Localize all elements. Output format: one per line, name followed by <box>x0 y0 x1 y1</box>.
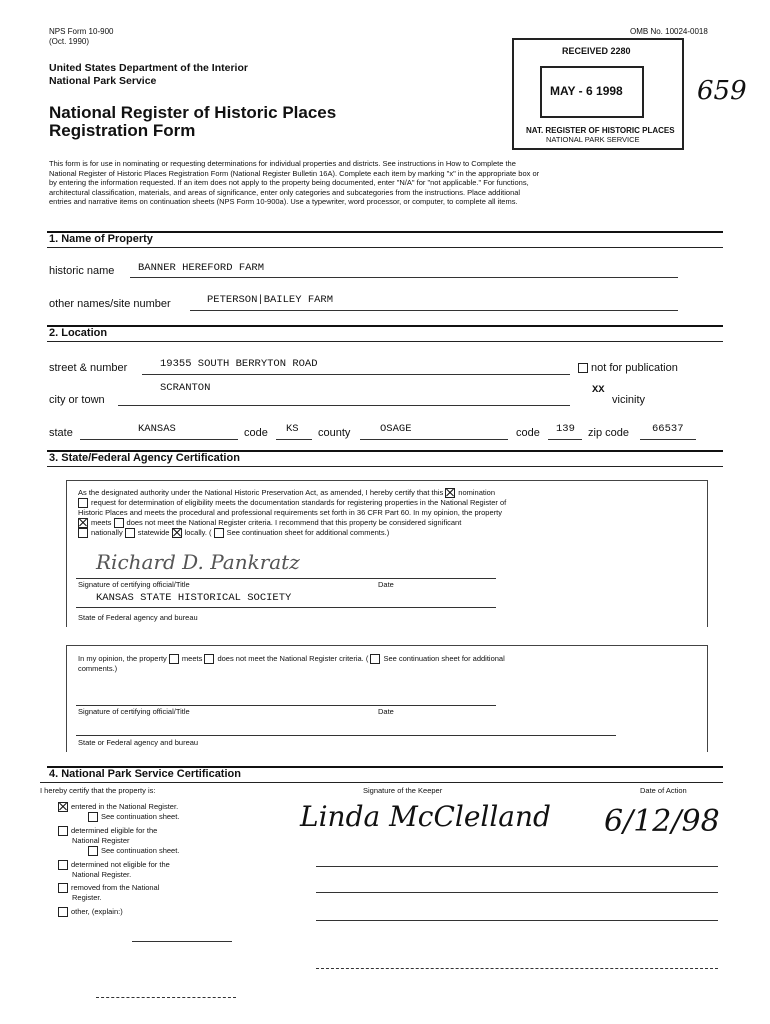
opinion-text <box>78 654 698 674</box>
keeper-line <box>316 892 718 893</box>
historic-name-label: historic name <box>49 265 115 277</box>
keeper-intro: I hereby certify that the property is: <box>40 786 156 795</box>
option-label: See continuation sheet. <box>101 845 180 855</box>
certification-text <box>78 488 698 538</box>
signature2-label: Signature of certifying official/Title <box>78 707 190 716</box>
cert-line: Historic Places and meets the procedural and professional requirements set forth in 36 CFR Part 60. In my opinion, the property <box>78 508 502 518</box>
instruction-line: entries and narrative items on continuation sheets (NPS Form 10-900a). Use a typewriter, word processor, or computer, to complete all items. <box>49 197 518 206</box>
cert-line: locally. ( <box>184 527 212 537</box>
field-line <box>190 310 678 311</box>
stamp-line1: NAT. REGISTER OF HISTORIC PLACES <box>526 126 675 135</box>
stamp-received: RECEIVED 2280 <box>562 46 631 56</box>
keeper-label: Signature of the Keeper <box>363 786 443 795</box>
cert-line: nationally <box>91 527 123 537</box>
agency-line <box>76 735 616 736</box>
signature-line <box>76 578 496 579</box>
cert-line: See continuation sheet for additional comments.) <box>226 527 390 537</box>
cert-line: As the designated authority under the National Historic Preservation Act, as amended, I hereby certify that this <box>78 488 444 497</box>
divider <box>47 341 723 342</box>
street-label: street & number <box>49 362 128 374</box>
date2-label: Date <box>378 707 394 716</box>
section4-title: 4. National Park Service Certification <box>49 768 241 780</box>
county-label: county <box>318 427 351 439</box>
zip-value[interactable]: 66537 <box>652 423 684 435</box>
keeper-signature: Linda McClelland <box>300 800 551 833</box>
agency-line <box>76 607 496 608</box>
city-value[interactable]: SCRANTON <box>160 382 211 394</box>
field-line <box>548 439 582 440</box>
form-title-line1: National Register of Historic Places <box>49 103 337 122</box>
zip-label: zip code <box>588 427 629 439</box>
stamp-date: MAY - 6 1998 <box>550 84 623 98</box>
divider <box>47 247 723 248</box>
opinion-not-meet-checkbox[interactable] <box>204 654 214 664</box>
not-for-publication-label: not for publication <box>591 362 678 374</box>
divider <box>47 466 723 467</box>
signature-line <box>76 705 496 706</box>
option-label: Register. <box>72 893 102 903</box>
eligible-continuation-checkbox[interactable] <box>88 846 98 856</box>
stamp-inner-box <box>540 66 644 118</box>
field-line <box>360 439 508 440</box>
keeper-line <box>316 920 718 921</box>
does-not-meet-checkbox[interactable] <box>114 518 124 528</box>
option-label: entered in the National Register. <box>71 802 179 811</box>
opinion-line: does not meet the National Register criteria. ( <box>217 654 369 663</box>
nps-options <box>58 802 248 917</box>
received-stamp <box>512 38 684 150</box>
handwritten-number: 659 <box>697 76 747 106</box>
street-value[interactable]: 19355 SOUTH BERRYTON ROAD <box>160 358 318 370</box>
option-label: National Register <box>72 836 130 846</box>
option-label: National Register. <box>72 869 132 879</box>
service-name: National Park Service <box>49 75 157 87</box>
cert-line: request for determination of eligibility meets the documentation standards for registering properties in the National Register of <box>91 498 507 508</box>
cert-line: nomination <box>458 488 495 497</box>
request-checkbox[interactable] <box>78 498 88 508</box>
keeper-line <box>316 866 718 867</box>
cert-line: does not meet the National Register criteria. I recommend that this property be considered significant <box>126 517 462 527</box>
stamp-line2: NATIONAL PARK SERVICE <box>546 135 640 144</box>
divider <box>40 782 723 783</box>
keeper-line <box>316 968 718 969</box>
county-value[interactable]: OSAGE <box>380 423 412 435</box>
entered-continuation-checkbox[interactable] <box>88 812 98 822</box>
locally-checkbox[interactable] <box>172 528 182 538</box>
other-names-value[interactable]: PETERSON|BAILEY FARM <box>207 294 334 306</box>
opinion-line: In my opinion, the property <box>78 654 167 663</box>
explain-line <box>132 941 232 942</box>
option-label: determined eligible for the <box>71 826 158 836</box>
state-label: state <box>49 427 73 439</box>
opinion-line: meets <box>181 654 203 663</box>
opinion-line: See continuation sheet for additional <box>383 654 505 663</box>
not-for-publication[interactable] <box>578 362 678 374</box>
cert-line: meets <box>91 517 112 527</box>
county-code-label: code <box>516 427 540 439</box>
agency2-label: State or Federal agency and bureau <box>78 738 199 747</box>
omb-number: OMB No. 10024-0018 <box>630 27 708 36</box>
other-names-label: other names/site number <box>49 298 171 310</box>
action-date: 6/12/98 <box>604 804 720 839</box>
section3-title: 3. State/Federal Agency Certification <box>49 452 240 464</box>
eligible-checkbox[interactable] <box>58 826 68 836</box>
cert-line: statewide <box>137 527 170 537</box>
opinion-line: comments.) <box>78 664 118 674</box>
county-code-value[interactable]: 139 <box>556 423 575 435</box>
department-name: United States Department of the Interior <box>49 62 248 74</box>
field-line <box>118 405 570 406</box>
historic-name-value[interactable]: BANNER HEREFORD FARM <box>138 262 265 274</box>
option-label: removed from the National <box>71 883 160 893</box>
field-line <box>640 439 696 440</box>
agency-value[interactable]: KANSAS STATE HISTORICAL SOCIETY <box>96 592 292 604</box>
opinion-meets-checkbox[interactable] <box>169 654 179 664</box>
field-line <box>276 439 312 440</box>
explain-line <box>96 997 236 998</box>
instruction-line: National Register of Historic Places Registration Form (National Register Bulletin 16A). Complete each item by marking "x" in the appropriate box or <box>49 168 540 178</box>
section1-title: 1. Name of Property <box>49 233 153 245</box>
state-code-value[interactable]: KS <box>286 423 299 435</box>
statewide-checkbox[interactable] <box>125 528 135 538</box>
date-label: Date <box>378 580 394 589</box>
state-code-label: code <box>244 427 268 439</box>
field-line <box>130 277 678 278</box>
vicinity-label: vicinity <box>612 394 646 406</box>
other-checkbox[interactable] <box>58 907 68 917</box>
continuation-checkbox[interactable] <box>214 528 224 538</box>
agency-label: State of Federal agency and bureau <box>78 613 198 622</box>
form-date: (Oct. 1990) <box>49 37 90 46</box>
date-action-label: Date of Action <box>640 786 687 795</box>
divider <box>47 325 723 327</box>
official-signature: Richard D. Pankratz <box>96 550 300 574</box>
field-line <box>142 374 570 375</box>
nomination-checkbox[interactable] <box>445 488 455 498</box>
meets-checkbox[interactable] <box>78 518 88 528</box>
instruction-line: This form is for use in nominating or requesting determinations for individual properties and districts. See instructions in How to Complete the <box>49 159 516 168</box>
nationally-checkbox[interactable] <box>78 528 88 538</box>
form-number: NPS Form 10-900 <box>49 27 114 36</box>
instruction-line: by entering the information requested. If an item does not apply to the property being documented, enter "N/A" for "not applicable." For functions, <box>49 178 529 187</box>
city-label: city or town <box>49 394 105 406</box>
form-title-line2: Registration Form <box>49 121 196 140</box>
section2-title: 2. Location <box>49 327 108 339</box>
vicinity-mark[interactable]: XX <box>592 384 605 396</box>
instruction-line: architectural classification, materials, and areas of significance, enter only categories and subcategories from the instructions. Place additional <box>49 187 521 197</box>
not-for-publication-checkbox[interactable] <box>578 363 588 373</box>
option-label: other, (explain:) <box>71 906 123 916</box>
not-eligible-checkbox[interactable] <box>58 860 68 870</box>
removed-checkbox[interactable] <box>58 883 68 893</box>
opinion-continuation-checkbox[interactable] <box>370 654 380 664</box>
instructions <box>49 159 721 207</box>
option-label: determined not eligible for the <box>71 859 170 869</box>
option-label: See continuation sheet. <box>101 812 180 822</box>
field-line <box>80 439 238 440</box>
signature-label: Signature of certifying official/Title <box>78 580 190 589</box>
state-value[interactable]: KANSAS <box>138 423 176 435</box>
entered-checkbox[interactable] <box>58 802 68 812</box>
